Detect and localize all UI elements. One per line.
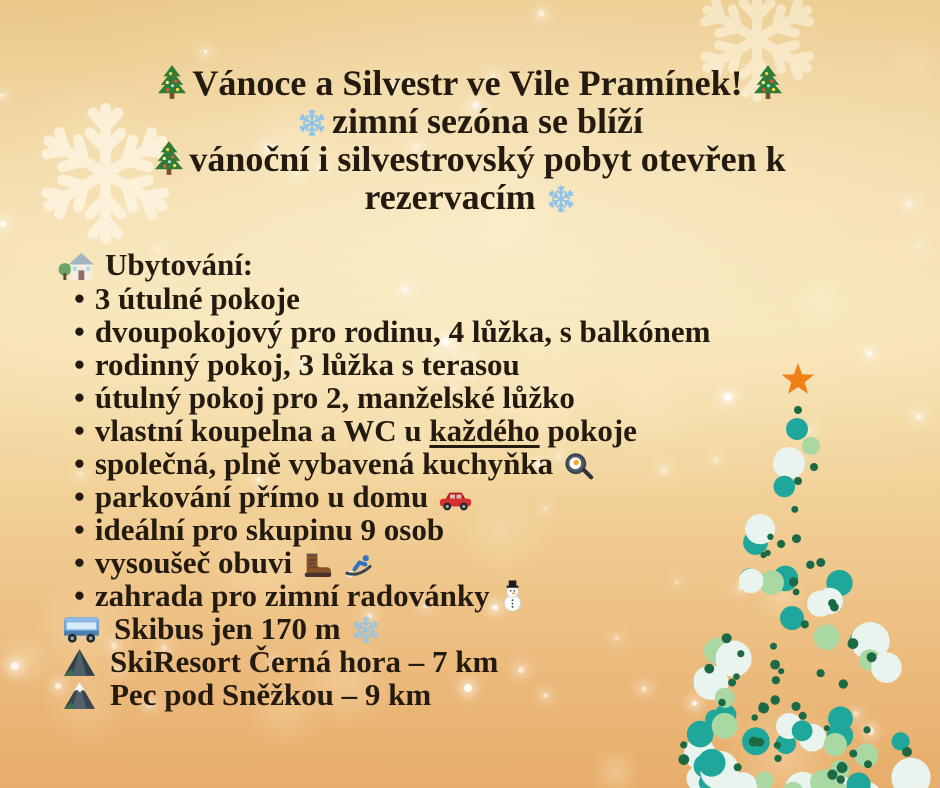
list-item [0, 546, 940, 579]
list-item [0, 513, 940, 546]
bokeh-blob [590, 747, 641, 788]
list-item [0, 381, 940, 414]
title-line-text: vánoční i silvestrovský pobyt otevřen k [189, 139, 786, 179]
bus-icon [62, 614, 101, 645]
list-item-text: 3 útulné pokoje [94, 281, 300, 316]
list-item [0, 282, 940, 315]
bullet-marker: • [74, 314, 85, 349]
list-item-text: rodinný pokoj, 3 lůžka s terasou [94, 347, 520, 382]
christmas-tree-icon [154, 140, 184, 176]
list-heading-text: Ubytování: [105, 247, 254, 282]
title-line-text: zimní sezóna se blíží [332, 101, 643, 141]
title-line [0, 64, 940, 102]
footer-item [0, 612, 940, 645]
footer-item-text: Skibus jen 170 m [114, 611, 341, 646]
title-line [0, 140, 940, 178]
footer-item-text: Pec pod Sněžkou – 9 km [110, 677, 432, 712]
snowflake-icon [297, 108, 327, 138]
list-item-text: dvoupokojový pro rodinu, 4 lůžka, s balkónem [94, 314, 711, 349]
snowman-icon [500, 580, 525, 612]
snowflake-icon [351, 615, 381, 645]
poster-title [0, 64, 940, 216]
list-item-text: zahrada pro zimní radovánky [94, 578, 490, 613]
list-item-text: vysoušeč obuvi [94, 545, 293, 580]
hiking-boot-icon [302, 550, 333, 579]
sparkle-dot [538, 10, 545, 17]
list-item [0, 480, 940, 513]
list-item [0, 579, 940, 612]
amenities-list [0, 248, 940, 711]
snowy-mountain-icon [62, 680, 97, 711]
frying-pan-icon [563, 451, 594, 480]
list-item-text: parkování přímo u domu [94, 479, 429, 514]
footer-item [0, 645, 940, 678]
bullet-marker: • [74, 545, 85, 580]
list-item-text: společná, plně vybavená kuchyňka [94, 446, 554, 481]
list-item [0, 414, 940, 447]
sparkle-dot [0, 221, 6, 227]
title-line [0, 102, 940, 140]
bullet-marker: • [74, 380, 85, 415]
bullet-marker: • [74, 446, 85, 481]
footer-item-text: SkiResort Černá hora – 7 km [110, 644, 499, 679]
bullet-marker: • [74, 347, 85, 382]
list-item [0, 315, 940, 348]
title-line-text: Vánoce a Silvestr ve Vile Pramínek! [192, 63, 743, 103]
christmas-tree-icon [753, 64, 783, 100]
footer-item [0, 678, 940, 711]
bullet-marker: • [74, 479, 85, 514]
list-item-text: každého [429, 413, 540, 448]
bullet-marker: • [74, 413, 85, 448]
mountain-icon [62, 647, 97, 678]
bullet-marker: • [74, 578, 85, 613]
car-icon [438, 488, 473, 513]
house-icon [58, 249, 95, 282]
snowboarder-icon [343, 548, 374, 579]
list-item [0, 447, 940, 480]
list-item-text: pokoje [539, 413, 637, 448]
christmas-tree-icon [157, 64, 187, 100]
title-line [0, 178, 940, 216]
sparkle-dot [204, 50, 207, 53]
list-item-text: útulný pokoj pro 2, manželské lůžko [94, 380, 575, 415]
bullet-marker: • [74, 281, 85, 316]
list-heading [0, 248, 940, 282]
snowflake-icon [546, 184, 576, 214]
list-item [0, 348, 940, 381]
list-item-text: vlastní koupelna a WC u [94, 413, 430, 448]
bullet-marker: • [74, 512, 85, 547]
title-line-text: rezervacím [364, 177, 536, 217]
list-item-text: ideální pro skupinu 9 osob [94, 512, 445, 547]
